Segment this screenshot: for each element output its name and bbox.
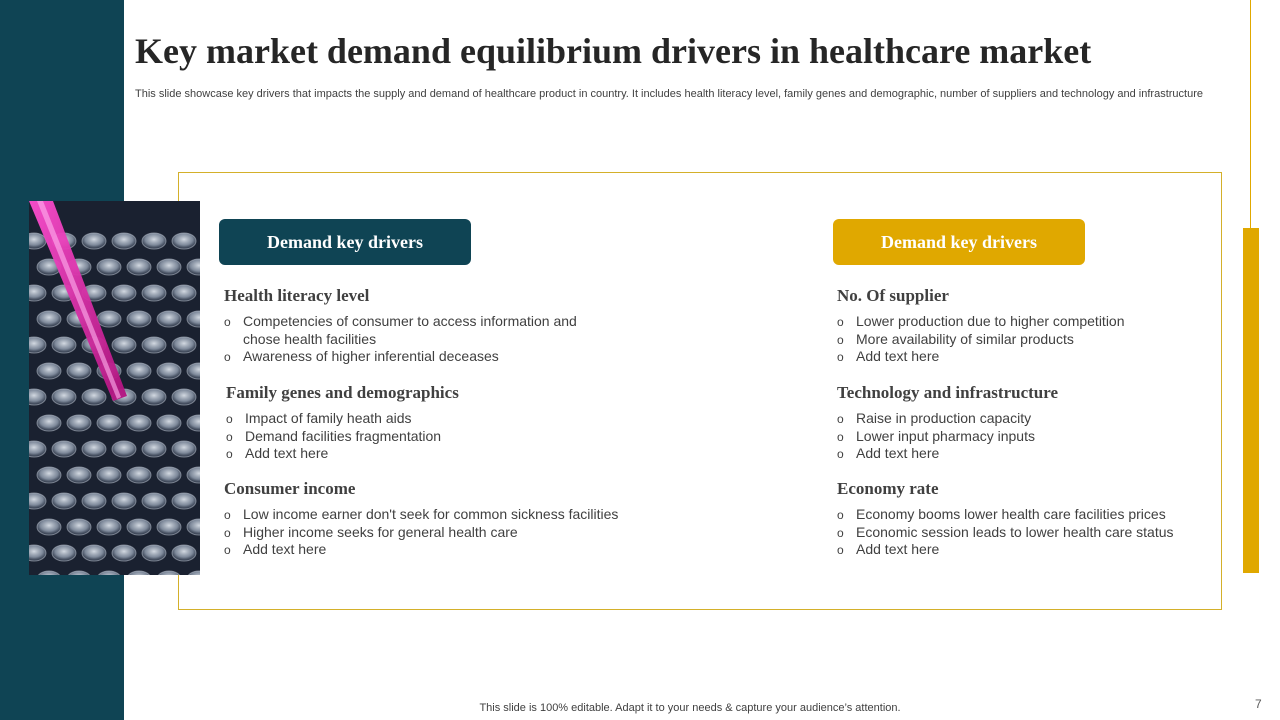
bullet-item: o Impact of family heath aids (226, 410, 646, 428)
right-column-header: Demand key drivers (833, 219, 1085, 265)
bullet-item: o Higher income seeks for general health care (224, 524, 664, 542)
bullet-item: o Add text here (226, 445, 646, 463)
bullet-item: o Awareness of higher inferential deceases (224, 348, 609, 366)
section-title: Technology and infrastructure (837, 383, 1059, 402)
section-title: Economy rate (837, 479, 939, 498)
section-title: Consumer income (224, 479, 356, 498)
lab-pipette-image (29, 201, 200, 575)
bullet-item: o Add text here (837, 445, 1207, 463)
section-consumer-income (224, 479, 644, 559)
bullet-item: o Economy booms lower health care facilities prices (837, 506, 1207, 524)
section-no-of-supplier (837, 286, 1257, 366)
footer-note: This slide is 100% editable. Adapt it to your needs & capture your audience’s attention. (479, 702, 901, 714)
bullet-item: o Lower input pharmacy inputs (837, 428, 1207, 446)
section-family-genes (226, 383, 646, 463)
slide-title: Key market demand equilibrium drivers in healthcare market (135, 31, 1092, 71)
bullet-item: o Add text here (837, 348, 1207, 366)
section-title: Family genes and demographics (226, 383, 459, 402)
bullet-item: o Low income earner don't seek for common sickness facilities (224, 506, 664, 524)
bullet-item: o Competencies of consumer to access information and chose health facilities (224, 313, 609, 348)
slide-subtitle: This slide showcase key drivers that impacts the supply and demand of healthcare product in country. It includes health literacy level, family genes and demographic, number of suppliers and technology and infrastructure (135, 88, 1203, 100)
bullet-item: o Lower production due to higher competition (837, 313, 1207, 331)
left-column-header: Demand key drivers (219, 219, 471, 265)
bullet-item: o Demand facilities fragmentation (226, 428, 646, 446)
section-title: No. Of supplier (837, 286, 949, 305)
section-technology-infrastructure (837, 383, 1257, 463)
section-economy-rate (837, 479, 1257, 559)
bullet-item: o Add text here (837, 541, 1207, 559)
bullet-item: o Add text here (224, 541, 664, 559)
bullet-item: o More availability of similar products (837, 331, 1207, 349)
bullet-item: o Economic session leads to lower health care status (837, 524, 1207, 542)
section-title: Health literacy level (224, 286, 370, 305)
page-number: 7 (1255, 697, 1262, 711)
section-health-literacy (224, 286, 644, 366)
right-accent-line (1250, 0, 1251, 228)
bullet-item: o Raise in production capacity (837, 410, 1207, 428)
